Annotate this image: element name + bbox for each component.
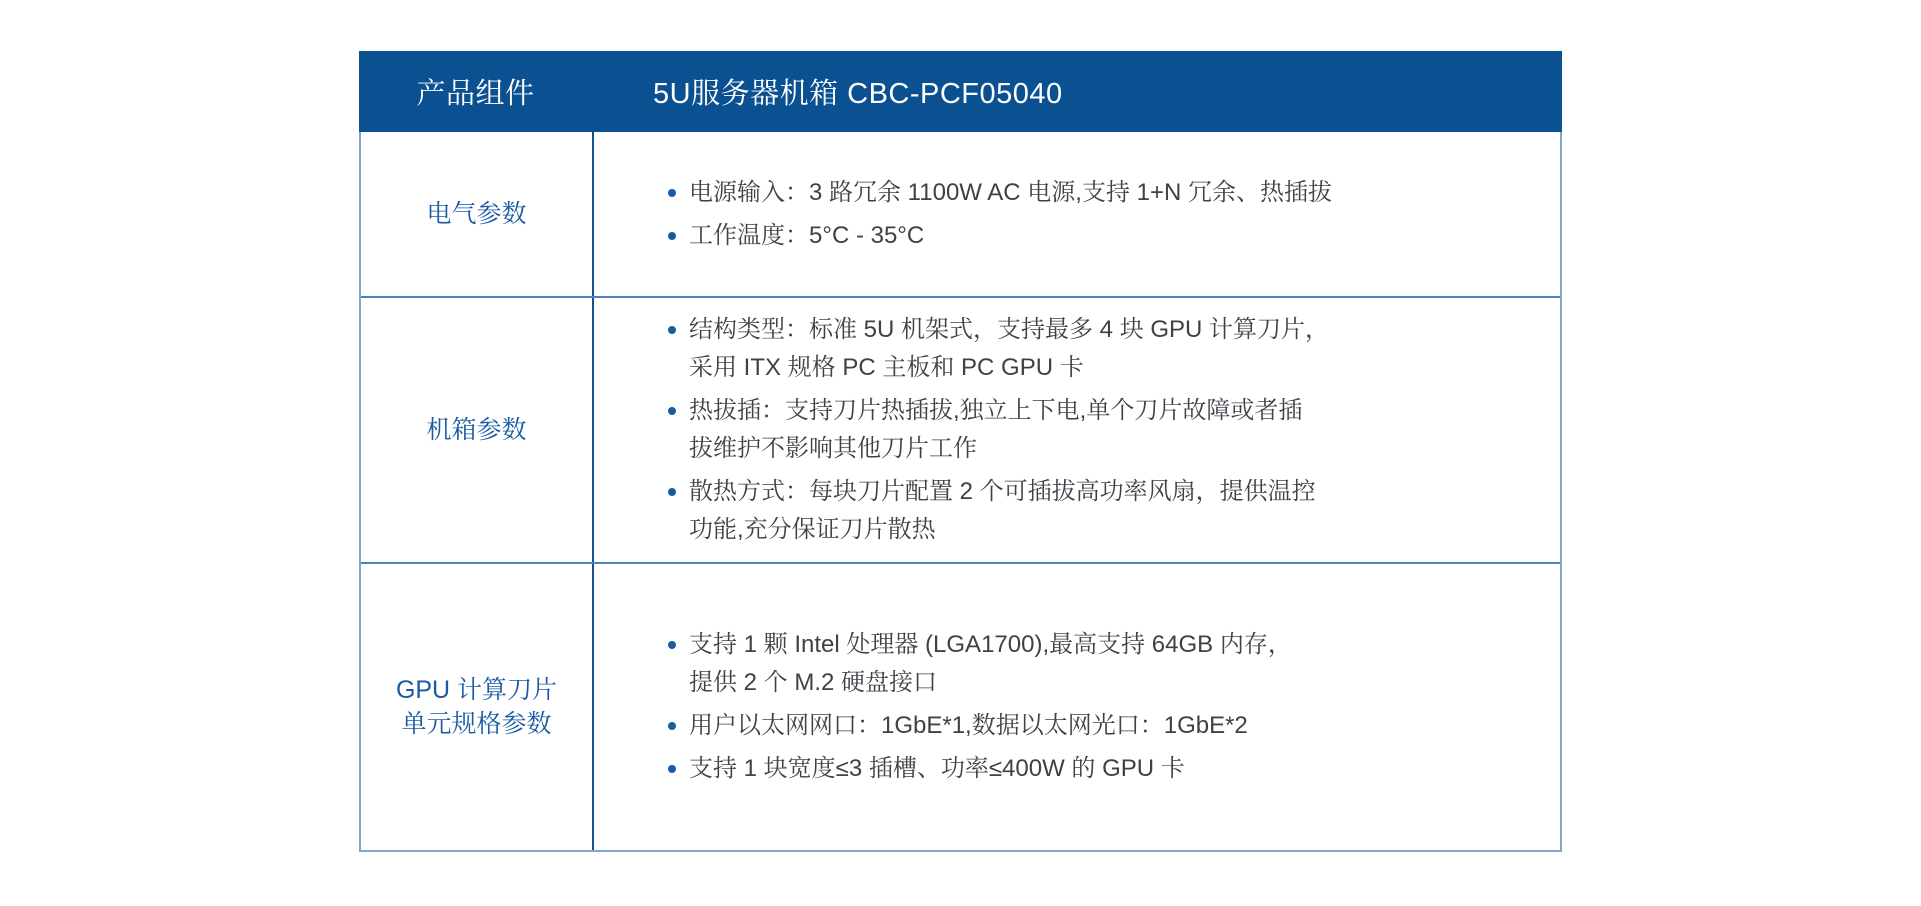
bullet-icon xyxy=(668,488,676,496)
spec-line: 工作温度：5°C - 35°C xyxy=(689,221,925,249)
spec-line: 支持 1 块宽度≤3 插槽、功率≤400W 的 GPU 卡 xyxy=(689,755,1185,782)
spec-line: 功能,充分保证刀片散热 xyxy=(689,516,936,543)
spec-line: 热拔插：支持刀片热插拔,独立上下电,单个刀片故障或者插 xyxy=(689,397,1303,424)
spec-bullet xyxy=(667,626,1520,702)
header-product-title: 5U服务器机箱 CBC-PCF05040 xyxy=(653,78,1063,110)
row-label-text: 机箱参数 xyxy=(426,416,527,444)
row-label-gpu-blade xyxy=(361,564,594,850)
table-row-chassis xyxy=(361,298,1560,564)
bullet-icon xyxy=(668,722,676,730)
spec-line: 采用 ITX 规格 PC 主板和 PC GPU 卡 xyxy=(689,354,1084,381)
spec-line: 电源输入：3 路冗余 1100W AC 电源,支持 1+N 冗余、热插拔 xyxy=(689,178,1332,206)
table-header xyxy=(359,51,1562,132)
spec-line: 支持 1 颗 Intel 处理器 (LGA1700),最高支持 64GB 内存， xyxy=(689,631,1292,658)
row-content-chassis xyxy=(594,298,1560,562)
spec-bullet xyxy=(667,392,1520,468)
row-label-text: 电气参数 xyxy=(426,200,527,228)
row-label-text: GPU 计算刀片 xyxy=(395,676,558,704)
table-row-gpu-blade xyxy=(361,564,1560,850)
spec-bullet xyxy=(667,174,1520,212)
spec-bullet xyxy=(667,473,1520,549)
header-component-label: 产品组件 xyxy=(416,78,535,110)
product-spec-table xyxy=(359,51,1562,852)
spec-line: 拔维护不影响其他刀片工作 xyxy=(689,435,977,462)
spec-bullet xyxy=(667,311,1520,387)
bullet-icon xyxy=(668,641,676,649)
spec-bullet xyxy=(667,707,1520,745)
spec-bullet xyxy=(667,217,1520,255)
spec-line: 提供 2 个 M.2 硬盘接口 xyxy=(689,669,938,696)
spec-line: 散热方式：每块刀片配置 2 个可插拔高功率风扇，提供温控 xyxy=(689,478,1316,505)
spec-line: 用户以太网网口：1GbE*1,数据以太网光口：1GbE*2 xyxy=(689,712,1248,739)
table-body xyxy=(359,132,1562,852)
spec-list xyxy=(667,174,1520,255)
row-content-gpu-blade xyxy=(594,564,1560,850)
bullet-icon xyxy=(668,407,676,415)
row-label-chassis xyxy=(361,298,594,562)
bullet-icon xyxy=(668,765,676,773)
bullet-icon xyxy=(668,189,676,197)
spec-list xyxy=(667,311,1520,549)
row-label-text: 单元规格参数 xyxy=(401,710,552,738)
bullet-icon xyxy=(668,326,676,334)
spec-line: 结构类型：标准 5U 机架式，支持最多 4 块 GPU 计算刀片， xyxy=(689,316,1330,343)
bullet-icon xyxy=(668,232,676,240)
row-content-electrical xyxy=(594,132,1560,296)
spec-list xyxy=(667,626,1520,788)
spec-bullet xyxy=(667,750,1520,788)
table-row-electrical xyxy=(361,132,1560,298)
row-label-electrical xyxy=(361,132,594,296)
